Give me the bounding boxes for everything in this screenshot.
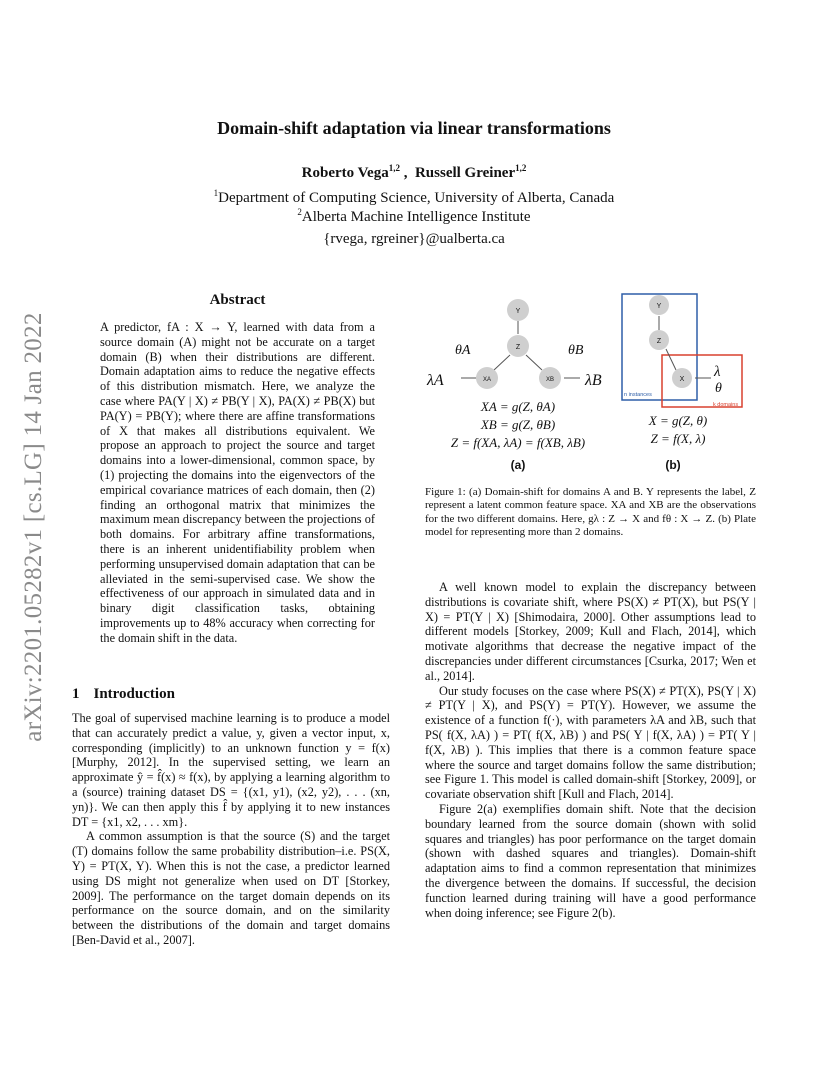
equation: Z = f(XA, λA) = f(XB, λB) xyxy=(450,435,586,450)
abstract-text: A predictor, fA : X → Y, learned with data from a source domain (A) might not be accurate on a target domain (B) when their distributions are different. Domain adaptation aims to reduce the negative effects of this distribution mismatch. Here, we analyze the case where PA(Y | X) ≠ PB(Y | X), PA(X) ≠ PB(X) but PA(Y) = PB(Y); where there are affine transformations of X that makes all distributions equivalent. We propose an approach to project the source and target domains into a lower-dimensional, common space, by (1) projecting the domains into the eigenvectors of the empirical covariance matrices of each domain, then (2) finding an orthogonal matrix that minimizes the maximum mean discrepancy between the projections of both domains. For arbitrary affine transformations, there is an inherent unidentifiability problem when performing unsupervised domain adaptation that can be alleviated in the semi-supervised case. We show the effectiveness of our approach in simulated data and in binary digit classification tasks, obtaining improvements up to 48% accuracy when correcting for the domain shift in the data. xyxy=(100,320,375,645)
plate-label: k domains xyxy=(713,402,739,408)
affiliation: $^1$Department of Computing Science, University of Alberta, Canada xyxy=(213,188,615,206)
param-label: λB xyxy=(585,372,602,389)
paragraph: A common assumption is that the source (S) and the target (T) domains follow the same probability distribution–i.e. PS(X, Y) = PT(X, Y). When this is not the case, a predictor learned using DS might not generalize when used on DT [Storkey, 2009]. The performance on the target domain depends on its performance on the source domain, and on the similarity between the distributions of the domain and target domains [Ben-David et al., 2007]. xyxy=(72,829,390,947)
node-label: XA xyxy=(482,377,492,383)
paragraph: Figure 2(a) exemplifies domain shift. Note that the decision boundary learned from the source domain (shown with solid squares and triangles) has poor performance on the target domain (shown with dashed squares and triangles). Domain-shift adaptation aims to find a common representation that minimizes the divergence between the domains. If successful, the decision function learned during training will have a good performance when doing inference; see Figure 2(b). xyxy=(425,801,756,920)
email: {rvega, rgreiner}@ualberta.ca xyxy=(323,231,505,247)
figure-1 xyxy=(425,290,765,480)
equation: XA = g(Z, θA) xyxy=(480,399,556,414)
author-name: Russell Greiner xyxy=(414,165,516,181)
param-label: λA xyxy=(427,372,444,389)
paragraph: The goal of supervised machine learning is to produce a model that can accurately predict a value, y, given a vector input, x, corresponding (implicitly) to an unknown function y = f(x) [Murphy, 2012]. In the supervised setting, we learn an approximate ŷ = f̂(x) ≈ f(x), by applying a learning algorithm to a (source) training dataset DS = {(x1, y1), (x2, y2), . . . (xn, yn)}. We can then apply this f̂ by applying it to new instances DT = {x1, x2, . . . xm}. xyxy=(72,711,390,829)
affiliation: $^2$Alberta Machine Intelligence Institute xyxy=(297,207,531,225)
section-heading: 1 Introduction xyxy=(72,686,175,702)
node-label: Y xyxy=(515,308,521,315)
node-label: X xyxy=(679,376,685,383)
equation: Z = f(X, λ) xyxy=(650,431,706,446)
author-line: Roberto Vega$^{1,2}$ , Russell Greiner$^{1,2}$ xyxy=(301,163,527,181)
equation: XB = g(Z, θB) xyxy=(480,417,556,432)
node-label: Z xyxy=(515,344,521,351)
panel-label: (a) xyxy=(510,458,526,472)
param-label: θB xyxy=(568,343,584,358)
node-label: Z xyxy=(656,338,662,345)
figure-caption: Figure 1: (a) Domain-shift for domains A and B. Y represents the label, Z represent a latent common feature space. XA and XB are the observations for the two different domains. Here, gλ : Z → X and fθ : X → Z. (b) Plate model for representing more than 2 domains. xyxy=(425,486,756,538)
arxiv-stamp: arXiv:2201.05282v1 [cs.LG] 14 Jan 2022 xyxy=(20,312,47,742)
right-column-text xyxy=(425,580,756,920)
author-name: Roberto Vega xyxy=(301,165,389,181)
node-label: XB xyxy=(545,377,555,383)
paragraph: Our study focuses on the case where PS(X) ≠ PT(X), PS(Y | X) ≠ PT(Y | X), and PS(Y) = PT(Y). However, we assume the existence of a function f(·), with parameters λA and λB, such that PS( f(X, λA) ) = PT( f(X, λB) ) and PS( Y | f(X, λA) ) = PT( Y | f(X, λB) ). This implies that there is a common feature space where the source and target domains follow the same distribution; see Figure 1. This model is called domain-shift [Storkey, 2009], or covariate observation shift [Kull and Flach, 2014]. xyxy=(425,683,756,802)
paper-title: Domain-shift adaptation via linear transformations xyxy=(217,118,611,138)
panel-label: (b) xyxy=(665,458,681,472)
abstract-heading: Abstract xyxy=(209,292,266,308)
param-label: λ xyxy=(714,364,721,380)
node-label: Y xyxy=(656,303,662,310)
param-label: θA xyxy=(455,343,471,358)
paragraph: A well known model to explain the discrepancy between distributions is covariate shift, where PS(X) ≠ PT(X), but PS(Y | X) = PT(Y | X) [Shimodaira, 2000]. Other assumptions lead to different models [Storkey, 2009; Kull and Flach, 2014], which motivate algorithms that decrease the negative impact of the discrepancies under different circumstances [Csurka, 2017; Wen et al., 2014]. xyxy=(425,580,756,683)
plate-label: n instances xyxy=(624,392,652,398)
intro-text xyxy=(72,711,390,948)
param-label: θ xyxy=(715,381,722,396)
figure-1-diagram xyxy=(425,290,765,480)
equation: X = g(Z, θ) xyxy=(648,413,708,428)
